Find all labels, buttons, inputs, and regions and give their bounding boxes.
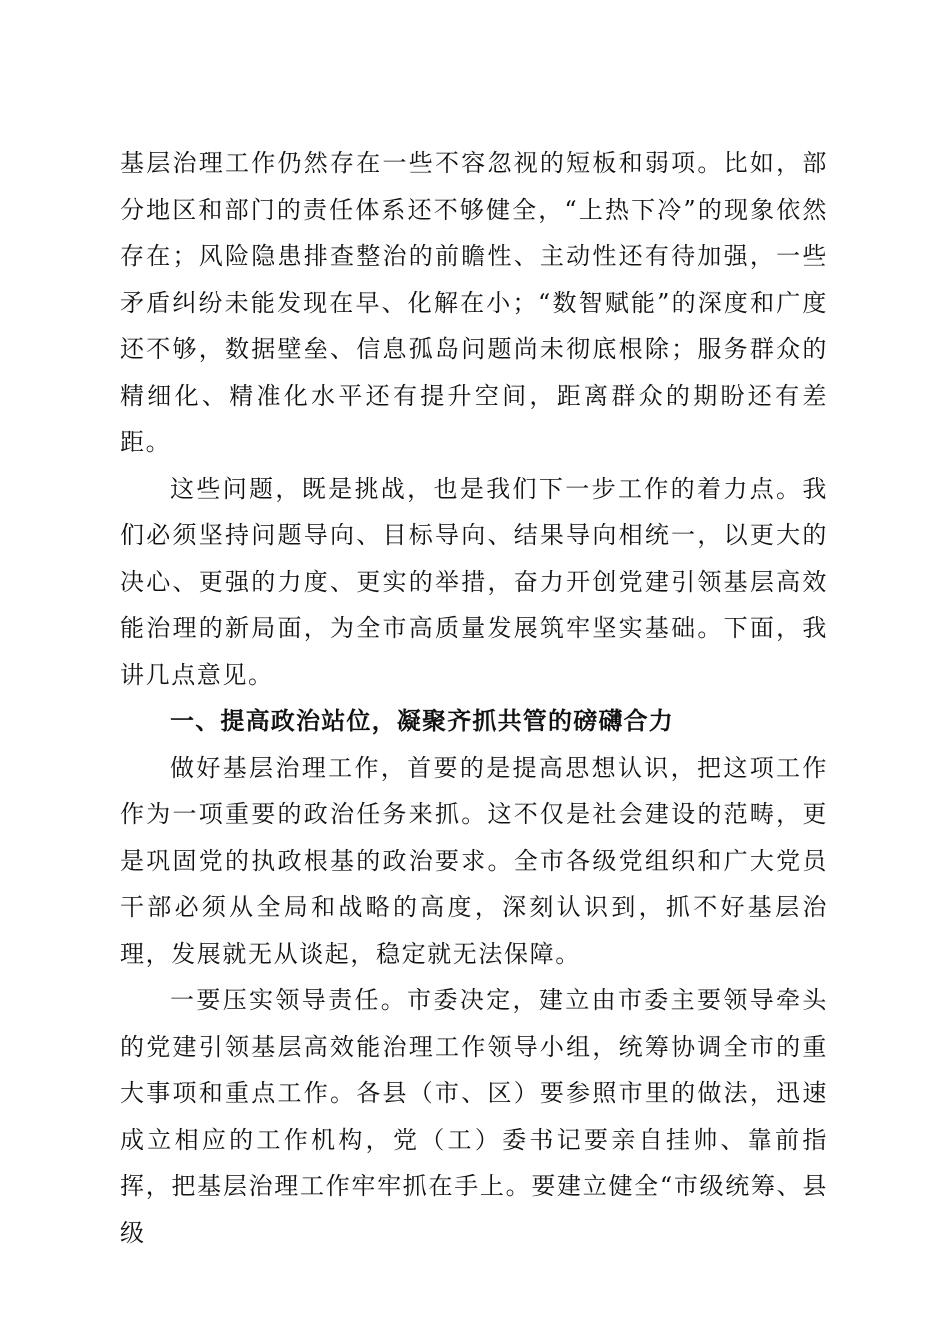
document-body <box>120 140 828 1256</box>
paragraph: 这些问题，既是挑战，也是我们下一步工作的着力点。我们必须坚持问题导向、目标导向、结果导向相统一，以更大的决心、更强的力度、更实的举措，奋力开创党建引领基层高效能治理的新局面，为全市高质量发展筑牢坚实基础。下面，我讲几点意见。 <box>120 474 828 689</box>
paragraph: 做好基层治理工作，首要的是提高思想认识，把这项工作作为一项重要的政治任务来抓。这不仅是社会建设的范畴，更是巩固党的执政根基的政治要求。全市各级党组织和广大党员干部必须从全局和战略的高度，深刻认识到，抓不好基层治理，发展就无从谈起，稳定就无法保障。 <box>120 753 828 968</box>
section-heading: 一、提高政治站位，凝聚齐抓共管的磅礴合力 <box>170 707 674 735</box>
paragraph: 一要压实领导责任。市委决定，建立由市委主要领导牵头的党建引领基层高效能治理工作领导小组，统筹协调全市的重大事项和重点工作。各县（市、区）要参照市里的做法，迅速成立相应的工作机构，党（工）委书记要亲自挂帅、靠前指挥，把基层治理工作牢牢抓在手上。要建立健全“市级统筹、县级 <box>120 986 828 1247</box>
paragraph-continued: 基层治理工作仍然存在一些不容忽视的短板和弱项。比如，部分地区和部门的责任体系还不够健全，“上热下冷”的现象依然存在；风险隐患排查整治的前瞻性、主动性还有待加强，一些矛盾纠纷未能发现在早、化解在小；“数智赋能”的深度和广度还不够，数据壁垒、信息孤岛问题尚未彻底根除；服务群众的精细化、精准化水平还有提升空间，距离群众的期盼还有差距。 <box>120 149 828 456</box>
